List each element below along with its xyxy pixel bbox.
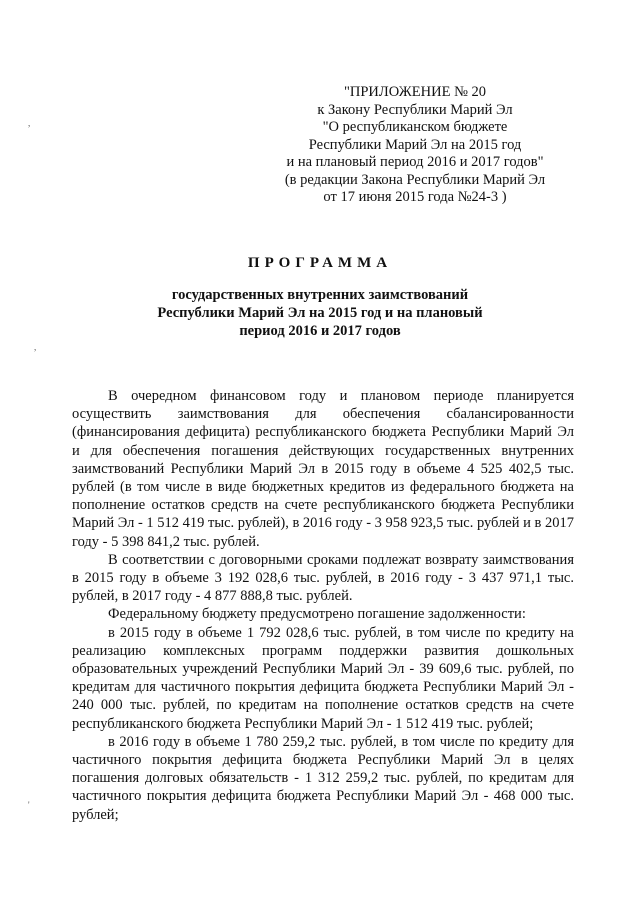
document-body [72, 387, 574, 824]
body-paragraph: В очередном финансовом году и плановом периоде планируется осуществить заимствования для обеспечения сбалансированности (финансирования дефицита) республиканского бюджета Республики Марий Эл и для обеспечения погашения действующих государственных внутренних заимствований Республики Марий Эл в 2015 году в объеме 4 525 402,5 тыс. рублей (в том числе в виде бюджетных кредитов из федерального бюджета на пополнение остатков средств на счете республиканского бюджета Республики Марий Эл - 1 512 419 тыс. рублей), в 2016 году - 3 958 923,5 тыс. рублей и в 2017 году - 5 398 841,2 тыс. рублей. [72, 388, 574, 550]
scan-mark: , [34, 342, 37, 352]
body-paragraph: В соответствии с договорными сроками подлежат возврату заимствования в 2015 году в объеме 3 192 028,6 тыс. рублей, в 2016 году - 3 437 971,1 тыс. рублей, в 2017 году - 4 877 888,8 тыс. рублей. [72, 551, 574, 605]
header-line: "ПРИЛОЖЕНИЕ № 20 [343, 84, 487, 100]
scan-mark: , [28, 118, 31, 128]
header-line: к Закону Республики Марий Эл [317, 101, 513, 118]
header-line: и на плановый период 2016 и 2017 годов" [286, 154, 544, 170]
scan-mark: ' [28, 800, 30, 810]
header-line: "О республиканском бюджете [322, 119, 508, 135]
header-line: (в редакции Закона Республики Марий Эл [284, 171, 546, 188]
body-paragraph: в 2015 году в объеме 1 792 028,6 тыс. рублей, в том числе по кредиту на реализацию комплексных программ поддержки развития дошкольных образовательных учреждений Республики Марий Эл - 39 609,6 тыс. рублей, по кредитам для частичного покрытия дефицита бюджета Республики Марий Эл - 240 000 тыс. рублей, по кредитам на пополнение остатков средств на счете республиканского бюджета Республики Марий Эл - 1 512 419 тыс. рублей; [72, 624, 574, 732]
appendix-header [250, 84, 580, 207]
subtitle-line: Республики Марий Эл на 2015 год и на плановый [157, 305, 483, 321]
header-line: Республики Марий Эл на 2015 год [308, 136, 522, 153]
subtitle-line: период 2016 и 2017 годов [239, 323, 401, 339]
document-subtitle [120, 286, 520, 340]
header-line: от 17 июня 2015 года №24-3 ) [323, 189, 507, 205]
subtitle-line: государственных внутренних заимствований [171, 287, 469, 303]
body-paragraph: в 2016 году в объеме 1 780 259,2 тыс. рублей, в том числе по кредиту для частичного покрытия дефицита бюджета Республики Марий Эл в целях погашения долговых обязательств - 1 312 259,2 тыс. рублей, по кредитам для частичного покрытия дефицита бюджета Республики Марий Эл - 468 000 тыс. рублей; [72, 733, 574, 823]
document-title: ПРОГРАММА [247, 255, 393, 271]
body-paragraph: Федеральному бюджету предусмотрено погашение задолженности: [108, 606, 526, 623]
